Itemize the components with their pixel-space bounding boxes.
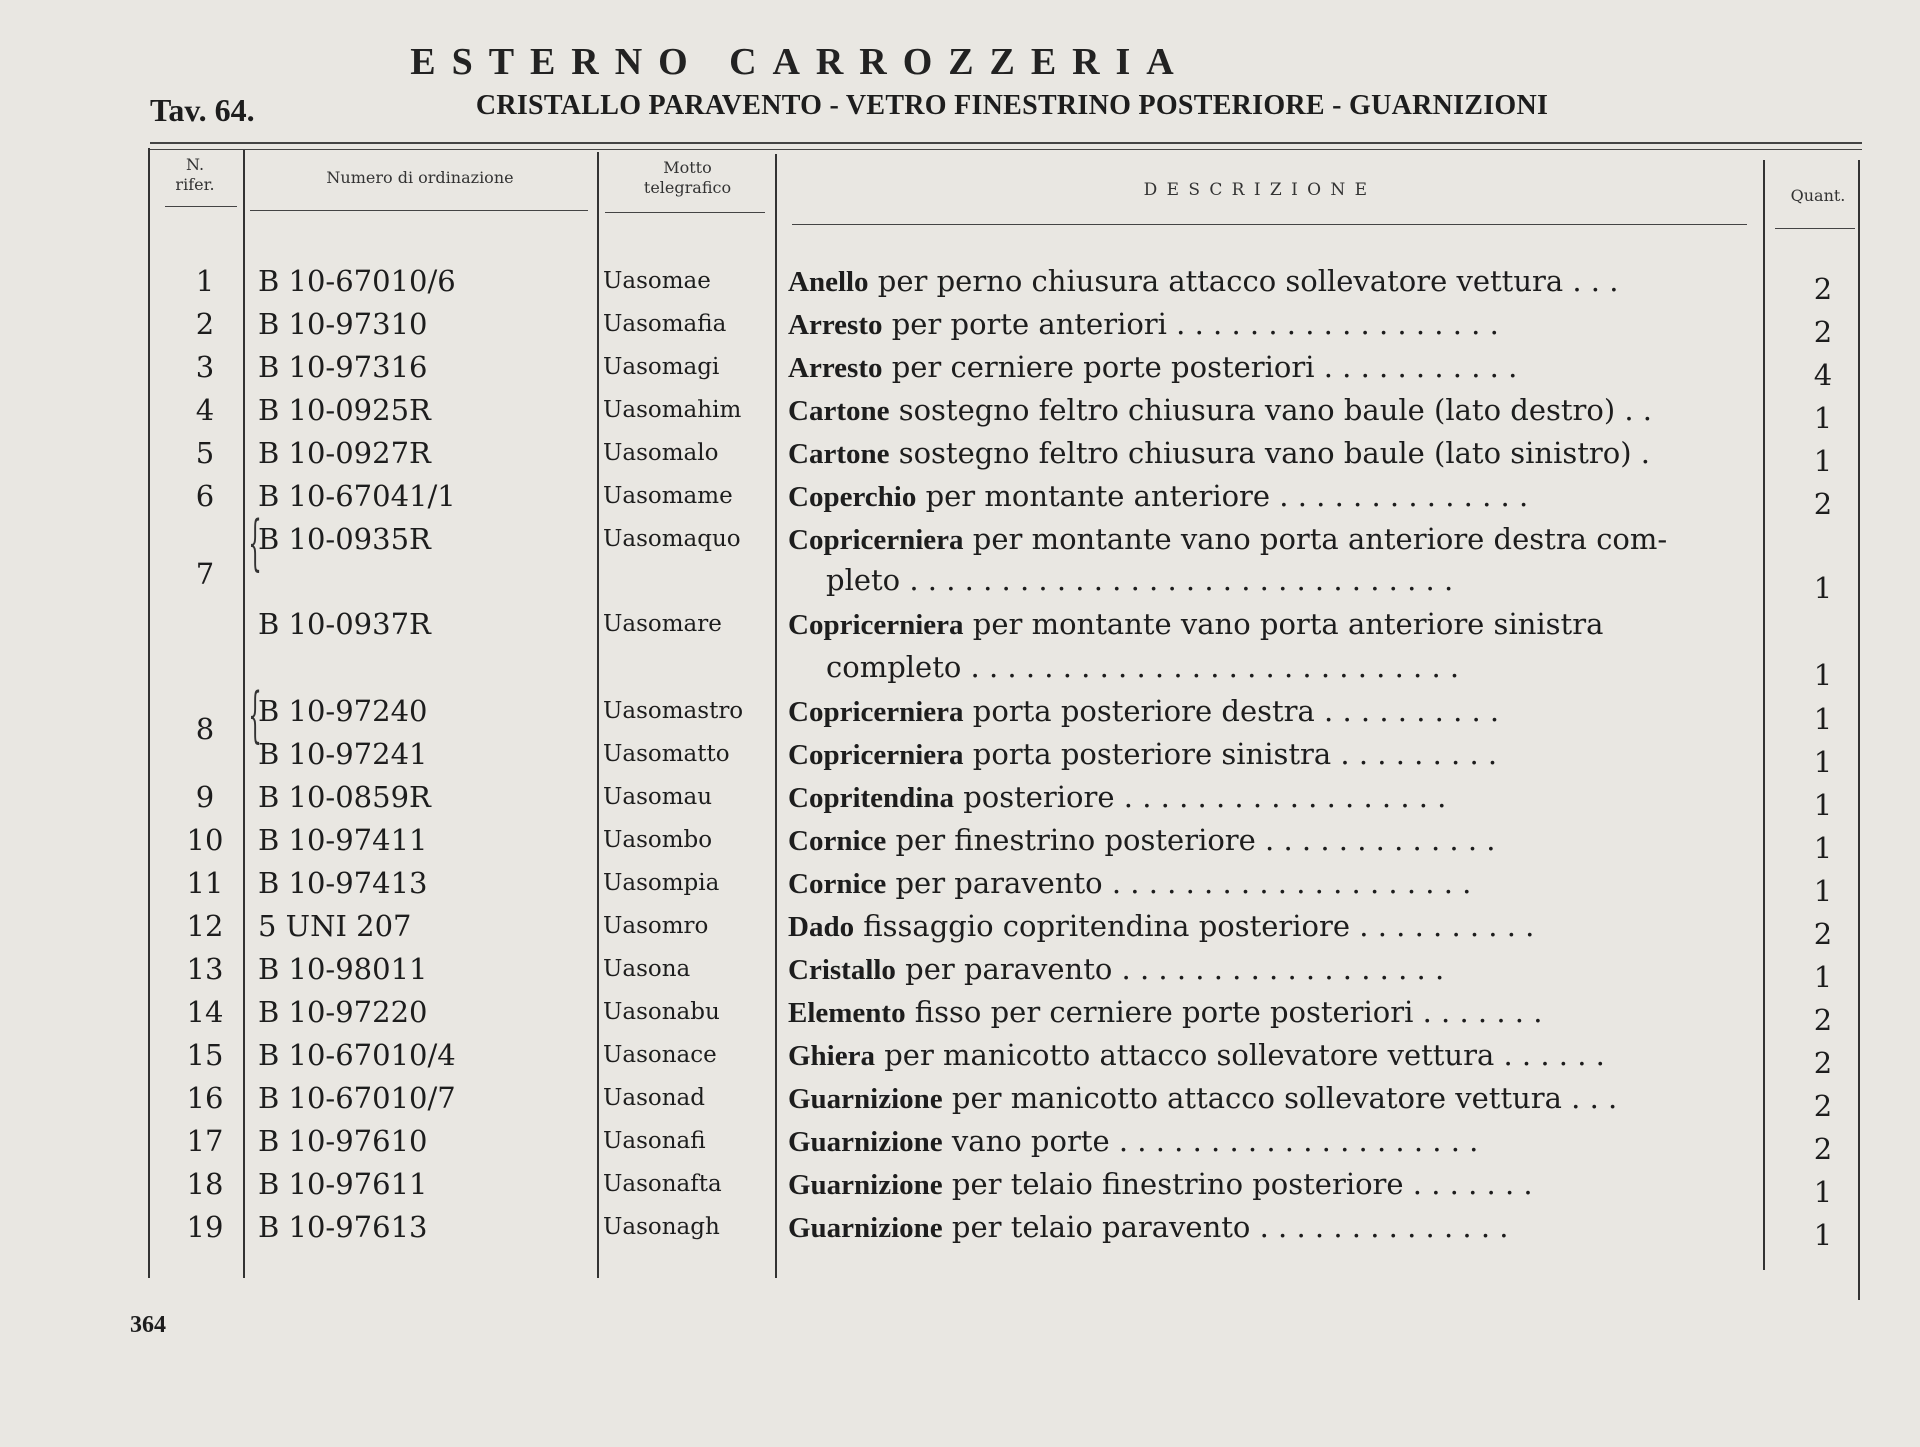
row-description-bold: Cristallo (788, 954, 896, 986)
row-description-bold: Guarnizione (788, 1212, 943, 1244)
row-order-number: B 10-97241 (258, 737, 428, 771)
row-motto: Uasonabu (603, 999, 720, 1025)
row-motto: Uasomahim (603, 397, 742, 423)
row-description (788, 1210, 1738, 1245)
row-description (788, 995, 1738, 1030)
motto-header-underline (605, 212, 765, 213)
row-description (788, 909, 1738, 944)
row-ref: 17 (186, 1124, 224, 1158)
row-ref: 15 (186, 1038, 224, 1072)
row-quantity: 2 (1813, 1003, 1833, 1037)
row-quantity: 2 (1813, 272, 1833, 306)
row-description-bold: Cartone (788, 438, 890, 470)
row-order-number: B 10-97610 (258, 1124, 428, 1158)
row-quantity: 2 (1813, 917, 1833, 951)
row-ref: 3 (195, 350, 215, 384)
row-motto: Uasomagi (603, 354, 720, 380)
row-description-bold: Ghiera (788, 1040, 875, 1072)
row-description-bold: Guarnizione (788, 1126, 943, 1158)
row-motto: Uasona (603, 956, 691, 982)
row-description (788, 866, 1738, 901)
row-description-bold: Guarnizione (788, 1169, 943, 1201)
row-description-bold: Copricerniera (788, 609, 964, 641)
row-quantity: 1 (1813, 444, 1833, 478)
row-description-text: per telaio paravento . . . . . . . . . . . . . . (942, 1210, 1509, 1244)
table-row (0, 774, 1920, 822)
table-row (0, 516, 1920, 560)
row-description-bold: Anello (788, 266, 869, 298)
table-row (0, 258, 1920, 306)
row-quantity: 1 (1813, 702, 1833, 736)
row-ref: 8 (195, 712, 215, 746)
page-number: 364 (130, 1312, 166, 1338)
row-quantity: 2 (1813, 1046, 1833, 1080)
row-description-bold: Coperchio (788, 481, 917, 513)
row-quantity: 1 (1813, 571, 1833, 605)
table-number: Tav. 64. (150, 92, 255, 128)
row-order-number: B 10-97411 (258, 823, 428, 857)
row-description (826, 650, 1776, 685)
col-motto-header-line2: telegrafico (643, 178, 732, 197)
row-description-text: sostegno feltro chiusura vano baule (lato sinistro) . (889, 436, 1650, 470)
col-motto-header-line1: Motto (663, 158, 712, 177)
row-motto: Uasonad (603, 1085, 705, 1111)
row-quantity: 4 (1813, 358, 1833, 392)
row-motto: Uasompia (603, 870, 720, 896)
row-description (788, 1038, 1738, 1073)
table-row (0, 688, 1920, 746)
row-quantity: 1 (1813, 960, 1833, 994)
row-ref: 11 (186, 866, 224, 900)
top-rule-inner (150, 149, 1862, 150)
row-description-text: per manicotto attacco sollevatore vettura . . . (942, 1081, 1618, 1115)
row-description-text: per montante vano porta anteriore sinistra (963, 607, 1604, 641)
row-order-number: B 10-0935R (258, 522, 431, 556)
row-description-text: porta posteriore sinistra . . . . . . . . . (963, 737, 1498, 771)
row-motto: Uasomatto (603, 741, 730, 767)
table-row (0, 1075, 1920, 1123)
row-motto: Uasombo (603, 827, 713, 853)
col-number-header: Numero di ordinazione (326, 168, 514, 187)
row-order-number: B 10-97310 (258, 307, 428, 341)
row-ref: 18 (186, 1167, 224, 1201)
row-ref: 2 (195, 307, 215, 341)
row-description-text: vano porte . . . . . . . . . . . . . . . . . . . . (942, 1124, 1479, 1158)
row-description-text: per porte anteriori . . . . . . . . . . . . . . . . . . (882, 307, 1499, 341)
table-row (0, 387, 1920, 435)
row-order-number: B 10-97240 (258, 694, 428, 728)
row-ref: 5 (195, 436, 215, 470)
row-order-number: B 10-0859R (258, 780, 431, 814)
row-order-number: B 10-67010/7 (258, 1081, 456, 1115)
row-ref: 4 (195, 393, 215, 427)
row-description-bold: Elemento (788, 997, 906, 1029)
row-description-bold: Copritendina (788, 782, 954, 814)
row-description (788, 694, 1738, 729)
row-description-bold: Copricerniera (788, 739, 964, 771)
row-description-bold: Cornice (788, 868, 887, 900)
row-description (788, 1081, 1738, 1116)
row-description-text: per perno chiusura attacco sollevatore vettura . . . (868, 264, 1619, 298)
row-description (788, 780, 1738, 815)
row-order-number: 5 UNI 207 (258, 909, 412, 943)
table-row (0, 473, 1920, 521)
table-row (0, 903, 1920, 951)
row-motto: Uasonafta (603, 1171, 722, 1197)
row-ref: 16 (186, 1081, 224, 1115)
row-order-number: B 10-97613 (258, 1210, 428, 1244)
row-quantity: 1 (1813, 658, 1833, 692)
row-motto: Uasomame (603, 483, 733, 509)
row-description-text: per telaio finestrino posteriore . . . . . . . (942, 1167, 1533, 1201)
row-order-number: B 10-97611 (258, 1167, 428, 1201)
table-row (0, 946, 1920, 994)
row-ref: 19 (186, 1210, 224, 1244)
row-quantity: 1 (1813, 874, 1833, 908)
row-motto: Uasomare (603, 611, 722, 637)
row-quantity: 1 (1813, 1218, 1833, 1252)
row-motto: Uasonagh (603, 1214, 720, 1240)
row-description (788, 737, 1738, 772)
row-description-bold: Arresto (788, 309, 883, 341)
row-description-text: completo . . . . . . . . . . . . . . . . . . . . . . . . . . . (826, 650, 1460, 684)
col-description-header: DESCRIZIONE (1143, 180, 1377, 200)
row-description-bold: Guarnizione (788, 1083, 943, 1115)
col-ref-header (160, 155, 230, 195)
row-order-number: B 10-67010/4 (258, 1038, 456, 1072)
row-ref: 1 (195, 264, 215, 298)
row-description (788, 393, 1738, 428)
row-order-number: B 10-0927R (258, 436, 431, 470)
row-description (788, 823, 1738, 858)
description-header-underline (792, 224, 1747, 225)
row-quantity: 1 (1813, 788, 1833, 822)
col-quantity-header: Quant. (1790, 186, 1846, 205)
row-quantity: 1 (1813, 1175, 1833, 1209)
row-description (788, 607, 1738, 642)
row-description-bold: Arresto (788, 352, 883, 384)
row-description-text: per cerniere porte posteriori . . . . . . . . . . . (882, 350, 1518, 384)
row-order-number: B 10-67010/6 (258, 264, 456, 298)
number-header-underline (250, 210, 588, 211)
row-motto: Uasomau (603, 784, 713, 810)
row-quantity: 2 (1813, 1089, 1833, 1123)
page-title: ESTERNO CARROZZERIA (410, 41, 1190, 83)
col-ref-header-line1: N. (185, 155, 205, 174)
row-ref: 9 (195, 780, 215, 814)
row-description (788, 522, 1738, 557)
table-row-continuation (0, 557, 1920, 605)
table-row (0, 1161, 1920, 1209)
brace-group-8: { (248, 680, 262, 750)
row-description-bold: Cornice (788, 825, 887, 857)
row-description-bold: Copricerniera (788, 696, 964, 728)
row-description (788, 350, 1738, 385)
table-row (0, 1204, 1920, 1252)
row-description (788, 307, 1738, 342)
row-description-text: posteriore . . . . . . . . . . . . . . . . . . (953, 780, 1447, 814)
table-row (0, 860, 1920, 908)
row-quantity: 2 (1813, 1132, 1833, 1166)
table-row (0, 989, 1920, 1037)
ref-header-underline (165, 206, 237, 207)
top-rule (150, 142, 1862, 144)
col-ref-header-line2: rifer. (175, 175, 215, 194)
brace-group-7: { (248, 508, 262, 578)
row-description-text: per manicotto attacco sollevatore vettura . . . . . . (875, 1038, 1605, 1072)
row-description-text: per montante anteriore . . . . . . . . . . . . . . (916, 479, 1529, 513)
quantity-header-underline (1775, 228, 1855, 229)
row-ref: 6 (195, 479, 215, 513)
page-subtitle: CRISTALLO PARAVENTO - VETRO FINESTRINO POSTERIORE - GUARNIZIONI (475, 90, 1549, 121)
table-row (0, 601, 1920, 645)
row-description-text: fissaggio copritendina posteriore . . . . . . . . . . (854, 909, 1535, 943)
row-ref: 12 (186, 909, 224, 943)
row-motto: Uasonafi (603, 1128, 706, 1154)
row-description-text: per montante vano porta anteriore destra com- (963, 522, 1668, 556)
row-description (788, 1124, 1738, 1159)
table-row (0, 301, 1920, 349)
table-row (0, 817, 1920, 865)
row-description-bold: Copricerniera (788, 524, 964, 556)
row-description (788, 264, 1738, 299)
row-quantity: 2 (1813, 315, 1833, 349)
row-description-text: per finestrino posteriore . . . . . . . . . . . . . (886, 823, 1496, 857)
row-quantity: 1 (1813, 401, 1833, 435)
row-motto: Uasomro (603, 913, 709, 939)
row-description (788, 952, 1738, 987)
row-order-number: B 10-0937R (258, 607, 431, 641)
row-ref: 10 (186, 823, 224, 857)
row-order-number: B 10-98011 (258, 952, 428, 986)
row-description-bold: Cartone (788, 395, 890, 427)
row-description-text: pleto . . . . . . . . . . . . . . . . . . . . . . . . . . . . . . (826, 563, 1454, 597)
row-quantity: 1 (1813, 745, 1833, 779)
row-description-text: per paravento . . . . . . . . . . . . . . . . . . (895, 952, 1445, 986)
row-ref: 13 (186, 952, 224, 986)
col-motto-header (605, 158, 770, 198)
row-order-number: B 10-0925R (258, 393, 431, 427)
table-row (0, 731, 1920, 779)
row-description-text: sostegno feltro chiusura vano baule (lato destro) . . (889, 393, 1653, 427)
row-description (788, 436, 1738, 471)
row-description-bold: Dado (788, 911, 855, 943)
row-order-number: B 10-97220 (258, 995, 428, 1029)
row-motto: Uasomalo (603, 440, 719, 466)
row-description-text: porta posteriore destra . . . . . . . . . . (963, 694, 1500, 728)
row-description (788, 479, 1738, 514)
row-description (788, 1167, 1738, 1202)
row-description-text: fisso per cerniere porte posteriori . . . . . . . (905, 995, 1543, 1029)
row-motto: Uasonace (603, 1042, 717, 1068)
table-row (0, 430, 1920, 478)
row-order-number: B 10-67041/1 (258, 479, 456, 513)
row-motto: Uasomaquo (603, 526, 741, 552)
row-description-text: per paravento . . . . . . . . . . . . . . . . . . . . (886, 866, 1472, 900)
row-order-number: B 10-97413 (258, 866, 428, 900)
row-motto: Uasomafia (603, 311, 727, 337)
table-row (0, 1118, 1920, 1166)
row-ref: 14 (186, 995, 224, 1029)
row-motto: Uasomastro (603, 698, 744, 724)
row-order-number: B 10-97316 (258, 350, 428, 384)
row-quantity: 1 (1813, 831, 1833, 865)
row-motto: Uasomae (603, 268, 711, 294)
row-ref: 7 (195, 557, 215, 591)
row-quantity: 2 (1813, 487, 1833, 521)
row-description (826, 563, 1776, 598)
table-row (0, 344, 1920, 392)
table-row (0, 1032, 1920, 1080)
table-row-continuation (0, 644, 1920, 692)
